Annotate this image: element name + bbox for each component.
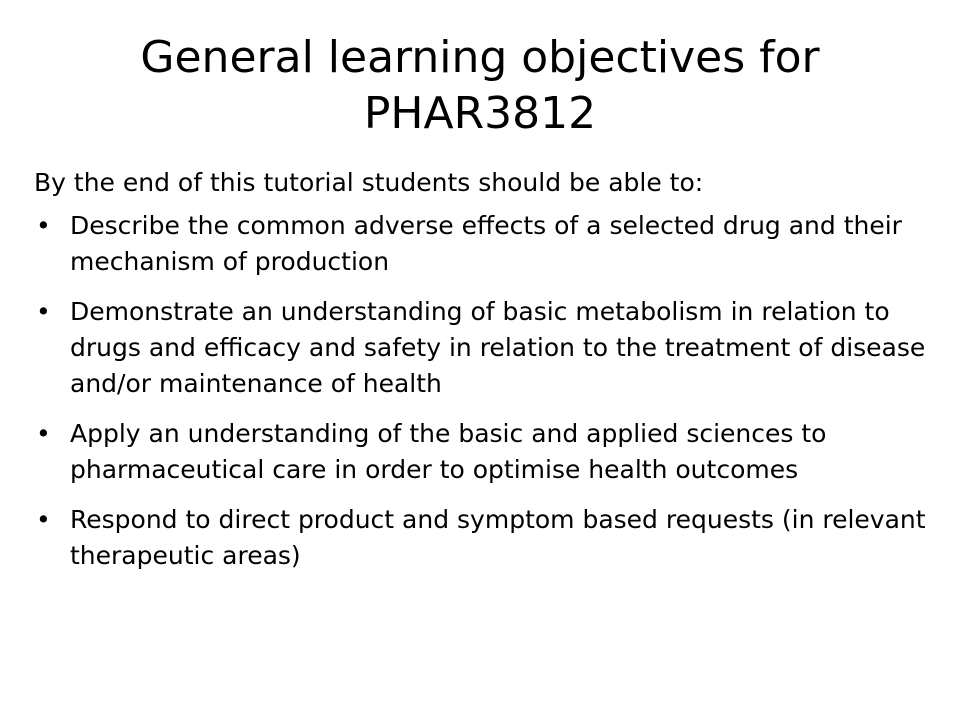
objective-text: Apply an understanding of the basic and applied sciences to pharmaceutical care in order to optimise health outcomes <box>70 419 827 484</box>
objective-text: Describe the common adverse effects of a selected drug and their mechanism of production <box>70 211 902 276</box>
objective-item <box>34 502 926 574</box>
bullet-icon: • <box>36 297 51 326</box>
objective-text: Respond to direct product and symptom based requests (in relevant therapeutic areas) <box>70 505 926 570</box>
bullet-icon: • <box>36 419 51 448</box>
slide-title: General learning objectives for PHAR3812 <box>140 32 820 139</box>
bullet-icon: • <box>36 505 51 534</box>
objective-text: Demonstrate an understanding of basic metabolism in relation to drugs and efficacy and safety in relation to the treatment of disease and/or maintenance of health <box>70 297 926 398</box>
intro-text: By the end of this tutorial students should be able to: <box>34 168 704 197</box>
slide-body <box>34 162 926 588</box>
bullet-icon: • <box>36 211 51 240</box>
objective-item <box>34 208 926 280</box>
objectives-list <box>34 208 926 574</box>
objective-item <box>34 294 926 402</box>
objective-item <box>34 416 926 488</box>
